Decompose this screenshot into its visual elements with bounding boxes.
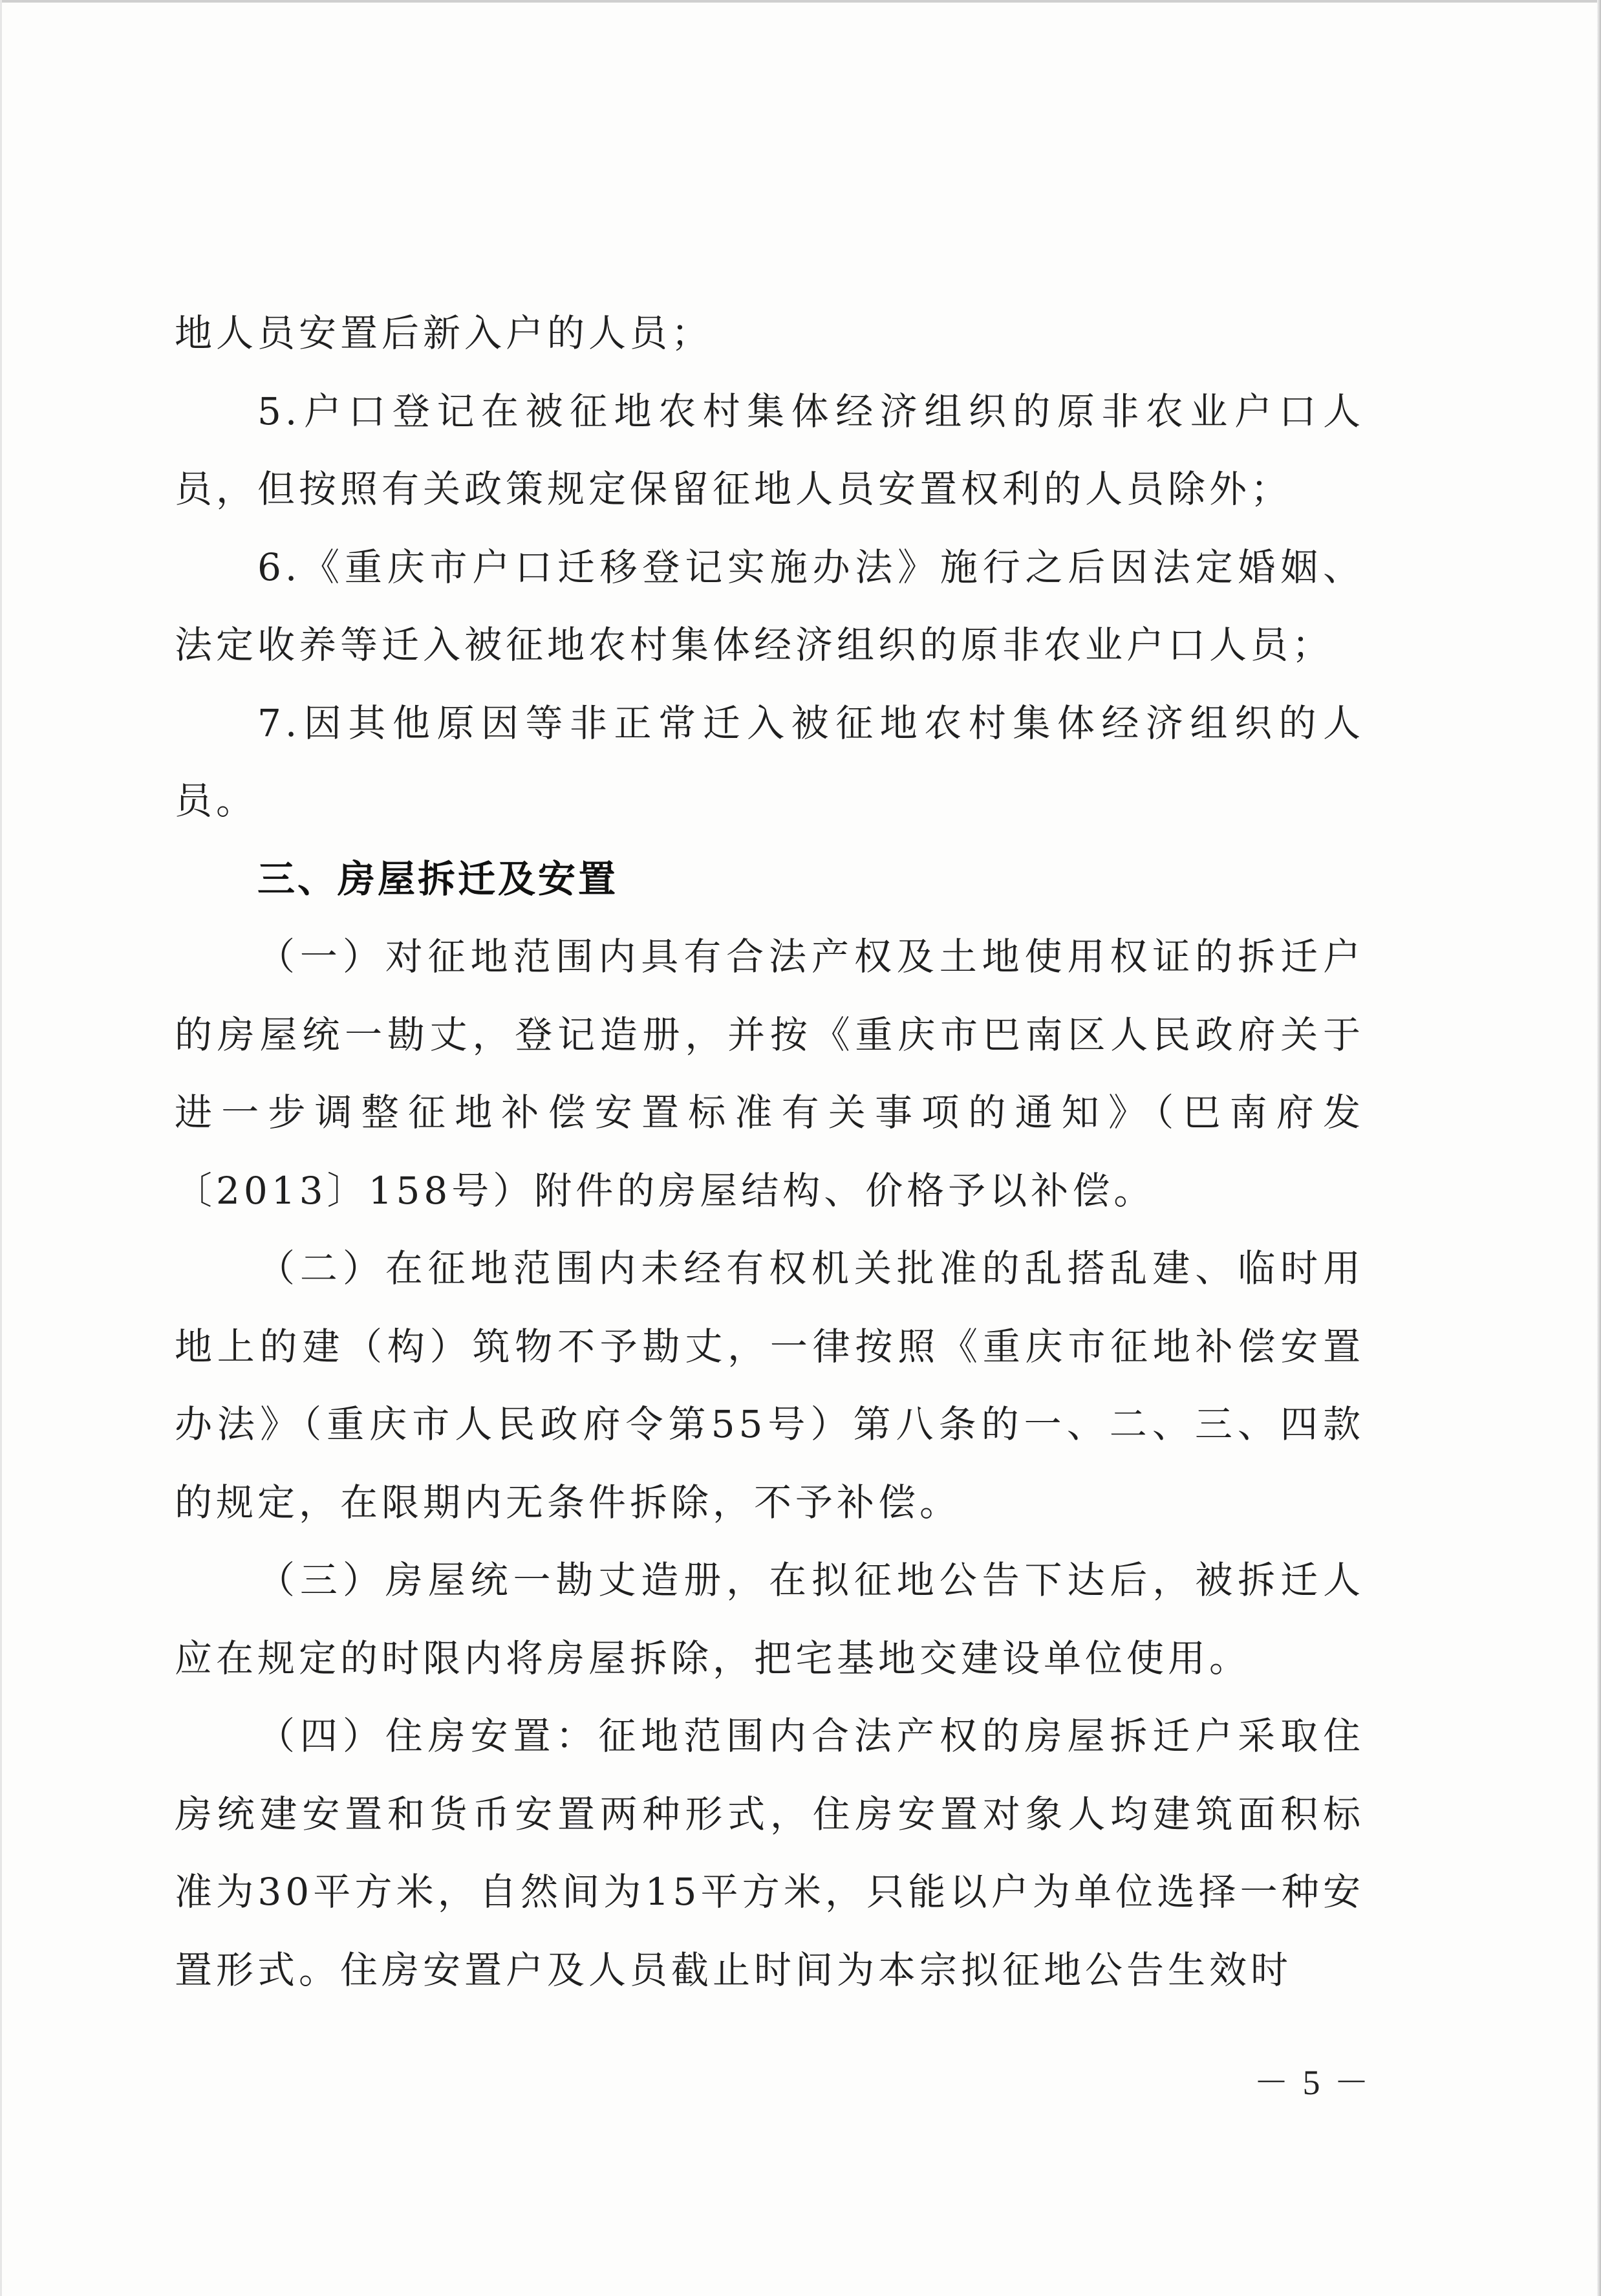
scan-edge-right bbox=[1597, 0, 1601, 2296]
section-heading: 三、房屋拆迁及安置 bbox=[257, 856, 619, 901]
paragraph-subsection-4: （四）住房安置：征地范围内合法产权的房屋拆迁户采取住房统建安置和货币安置两种形式，住房安置对象人均建筑面积标准为30平方米，自然间为15平方米，只能以户为单位选择一种安置形式。住房安置户及人员截止时间为本宗拟征地公告生效时 bbox=[175, 1714, 1364, 1992]
paragraph-subsection-2: （二）在征地范围内未经有权机关批准的乱搭乱建、临时用地上的建（构）筑物不予勘丈，一律按照《重庆市征地补偿安置办法》（重庆市人民政府令第55号）第八条的一、二、三、四款的规定，在限期内无条件拆除，不予补偿。 bbox=[175, 1246, 1364, 1524]
paragraph-continuation: 地人员安置后新入户的人员； bbox=[175, 311, 713, 355]
scan-edge-left bbox=[0, 0, 2, 2296]
paragraph-subsection-3: （三）房屋统一勘丈造册，在拟征地公告下达后，被拆迁人应在规定的时限内将房屋拆除，把宅基地交建设单位使用。 bbox=[175, 1558, 1364, 1680]
paragraph-item-5: 5.户口登记在被征地农村集体经济组织的原非农业户口人员，但按照有关政策规定保留征地人员安置权利的人员除外； bbox=[175, 389, 1364, 511]
page-number: － 5 － bbox=[1254, 2063, 1371, 2102]
paragraph-item-7: 7.因其他原因等非正常迁入被征地农村集体经济组织的人员。 bbox=[175, 700, 1364, 823]
scan-edge-top bbox=[0, 0, 1601, 3]
paragraph-item-6: 6.《重庆市户口迁移登记实施办法》施行之后因法定婚姻、法定收养等迁入被征地农村集体经济组织的原非农业户口人员； bbox=[175, 545, 1364, 667]
document-body bbox=[175, 294, 1364, 2009]
paragraph-subsection-1: （一）对征地范围内具有合法产权及土地使用权证的拆迁户的房屋统一勘丈，登记造册，并按《重庆市巴南区人民政府关于进一步调整征地补偿安置标准有关事项的通知》（巴南府发〔2013〕158号）附件的房屋结构、价格予以补偿。 bbox=[175, 935, 1364, 1213]
